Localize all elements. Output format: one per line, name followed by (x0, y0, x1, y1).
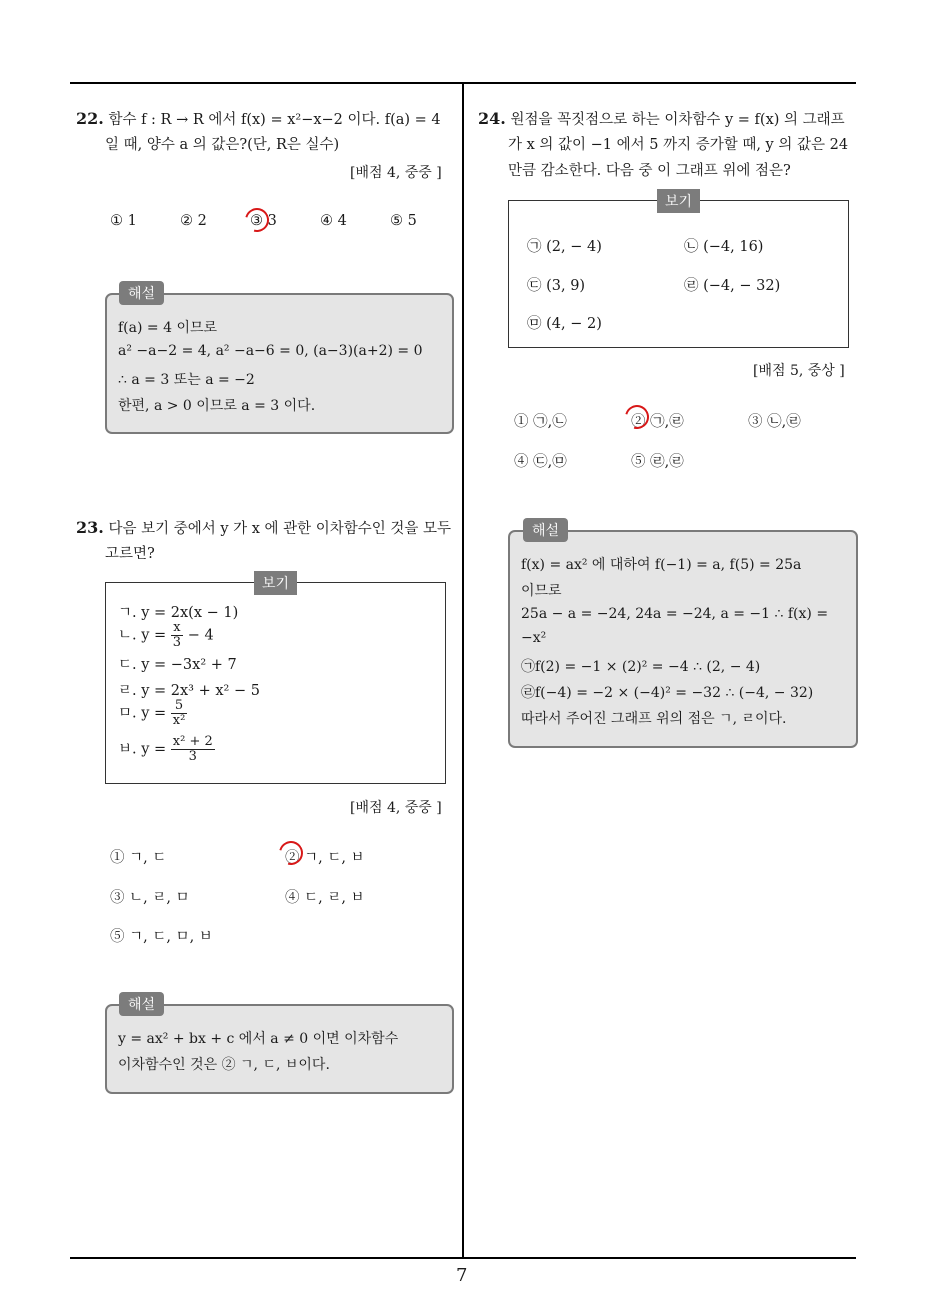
q23-solution-box (105, 1004, 454, 1094)
q24-line1 (478, 106, 845, 133)
q24-sol-line-1: f(x) = ax² 에 대하여 f(−1) = a, f(5) = 25a (521, 557, 802, 573)
q24-score: [배점 5, 중상 ] (753, 363, 845, 379)
q23-item-f-fraction (171, 735, 215, 764)
q24-choice-3[interactable]: ③ ㉡,㉣ (748, 414, 801, 430)
q23-item-b-rhs: − 4 (187, 627, 214, 644)
q23-item-e (118, 699, 187, 728)
q23-sol-line-2: 이차함수인 것은 ② ㄱ, ㄷ, ㅂ이다. (118, 1057, 330, 1073)
q24-sol-line-4: −x² (521, 630, 547, 646)
q24-example-box (508, 200, 849, 348)
q24-sol-line-2: 이므로 (521, 583, 562, 599)
q22-choice-5[interactable]: ⑤ 5 (390, 213, 417, 229)
q22-choice-1[interactable]: ① 1 (110, 213, 137, 229)
q23-item-e-lhs: ㅁ. y = (118, 705, 167, 722)
q23-item-b-num: x (171, 621, 183, 636)
q23-number: 23. (76, 518, 104, 537)
q24-line3: 만큼 감소한다. 다음 중 이 그래프 위에 점은? (508, 163, 791, 179)
q23-example-box (105, 582, 446, 784)
bottom-rule (70, 1257, 856, 1259)
q24-item-4: ㉣ (−4, − 32) (684, 278, 781, 294)
q22-sol-line-2: a² −a−2 = 4, a² −a−6 = 0, (a−3)(a+2) = 0 (118, 343, 423, 359)
q23-box-label: 보기 (254, 571, 297, 595)
q23-item-b-lhs: ㄴ. y = (118, 627, 167, 644)
q23-item-b-den: 3 (172, 635, 182, 650)
q24-item-2: ㉡ (−4, 16) (684, 239, 764, 255)
page-number: 7 (456, 1265, 468, 1286)
q24-choice-2[interactable]: ② ㉠,㉣ (631, 414, 684, 430)
q23-score: [배점 4, 중중 ] (350, 800, 442, 816)
q22-choice-4[interactable]: ④ 4 (320, 213, 347, 229)
q24-choice-5[interactable]: ⑤ ㉣,㉣ (631, 454, 684, 470)
q24-text-1: 원점을 꼭짓점으로 하는 이차함수 y = f(x) 의 그래프 (510, 112, 845, 128)
q22-solution-label: 해설 (119, 281, 164, 305)
q24-sol-line-6: ㉣f(−4) = −2 × (−4)² = −32 ∴ (−4, − 32) (521, 685, 814, 701)
q23-item-b (118, 621, 214, 650)
q22-sol-line-4: 한편, a > 0 이므로 a = 3 이다. (118, 398, 316, 414)
q23-choice-4[interactable]: ④ ㄷ, ㄹ, ㅂ (285, 890, 365, 906)
q22-line1 (76, 106, 441, 133)
q24-line2: 가 x 의 값이 −1 에서 5 까지 증가할 때, y 의 값은 24 (508, 137, 849, 153)
q23-choice-2[interactable]: ② ㄱ, ㄷ, ㅂ (285, 850, 365, 866)
q24-sol-line-7: 따라서 주어진 그래프 위의 점은 ㄱ, ㄹ이다. (521, 711, 787, 727)
q23-text-1: 다음 보기 중에서 y 가 x 에 관한 이차함수인 것을 모두 (108, 521, 452, 537)
q24-box-label: 보기 (657, 189, 700, 213)
answer-circle-mark (241, 204, 274, 237)
q24-item-3: ㉢ (3, 9) (527, 278, 586, 294)
q24-number: 24. (478, 109, 506, 128)
q24-solution-label: 해설 (523, 518, 568, 542)
q22-choice-3[interactable]: ③ 3 (250, 213, 277, 229)
q24-item-1: ㉠ (2, − 4) (527, 239, 602, 255)
q23-item-a: ㄱ. y = 2x(x − 1) (118, 605, 239, 621)
q23-solution-label: 해설 (119, 992, 164, 1016)
q23-item-c: ㄷ. y = −3x² + 7 (118, 657, 237, 673)
column-divider (462, 84, 464, 1259)
q24-choice-1[interactable]: ① ㉠,㉡ (514, 414, 567, 430)
q23-choice-3[interactable]: ③ ㄴ, ㄹ, ㅁ (110, 890, 190, 906)
q23-item-f (118, 735, 215, 764)
q23-choice-1[interactable]: ① ㄱ, ㄷ (110, 850, 167, 866)
q24-sol-line-3: 25a − a = −24, 24a = −24, a = −1 ∴ f(x) = (521, 606, 829, 622)
q23-item-e-num: 5 (171, 699, 188, 714)
q22-solution-box (105, 293, 454, 434)
q23-choice-5[interactable]: ⑤ ㄱ, ㄷ, ㅁ, ㅂ (110, 929, 213, 945)
q24-choice-4[interactable]: ④ ㉢,㉤ (514, 454, 567, 470)
q22-sol-line-1: f(a) = 4 이므로 (118, 320, 218, 336)
q23-sol-line-1: y = ax² + bx + c 에서 a ≠ 0 이면 이차함수 (118, 1031, 399, 1047)
q24-solution-box (508, 530, 858, 748)
q22-score: [배점 4, 중중 ] (350, 165, 442, 181)
q23-item-b-fraction (171, 621, 183, 650)
q22-choice-2[interactable]: ② 2 (180, 213, 207, 229)
q22-text-1: 함수 f : R → R 에서 f(x) = x²−x−2 이다. f(a) = 4 (108, 112, 441, 128)
q24-item-5: ㉤ (4, − 2) (527, 316, 602, 332)
q23-item-f-lhs: ㅂ. y = (118, 741, 167, 758)
q22-line2: 일 때, 양수 a 의 값은?(단, R은 실수) (105, 137, 340, 153)
q23-item-f-den: 3 (188, 749, 197, 764)
q23-item-f-num: x² + 2 (172, 734, 213, 749)
q23-item-d: ㄹ. y = 2x³ + x² − 5 (118, 683, 260, 699)
q24-sol-line-5: ㉠f(2) = −1 × (2)² = −4 ∴ (2, − 4) (521, 659, 761, 675)
q23-item-e-den: x² (172, 713, 186, 728)
q22-number: 22. (76, 109, 104, 128)
q23-item-e-fraction (171, 699, 188, 728)
q22-sol-line-3: ∴ a = 3 또는 a = −2 (118, 372, 255, 388)
q23-line1 (76, 515, 451, 542)
q23-line2: 고르면? (105, 546, 155, 562)
